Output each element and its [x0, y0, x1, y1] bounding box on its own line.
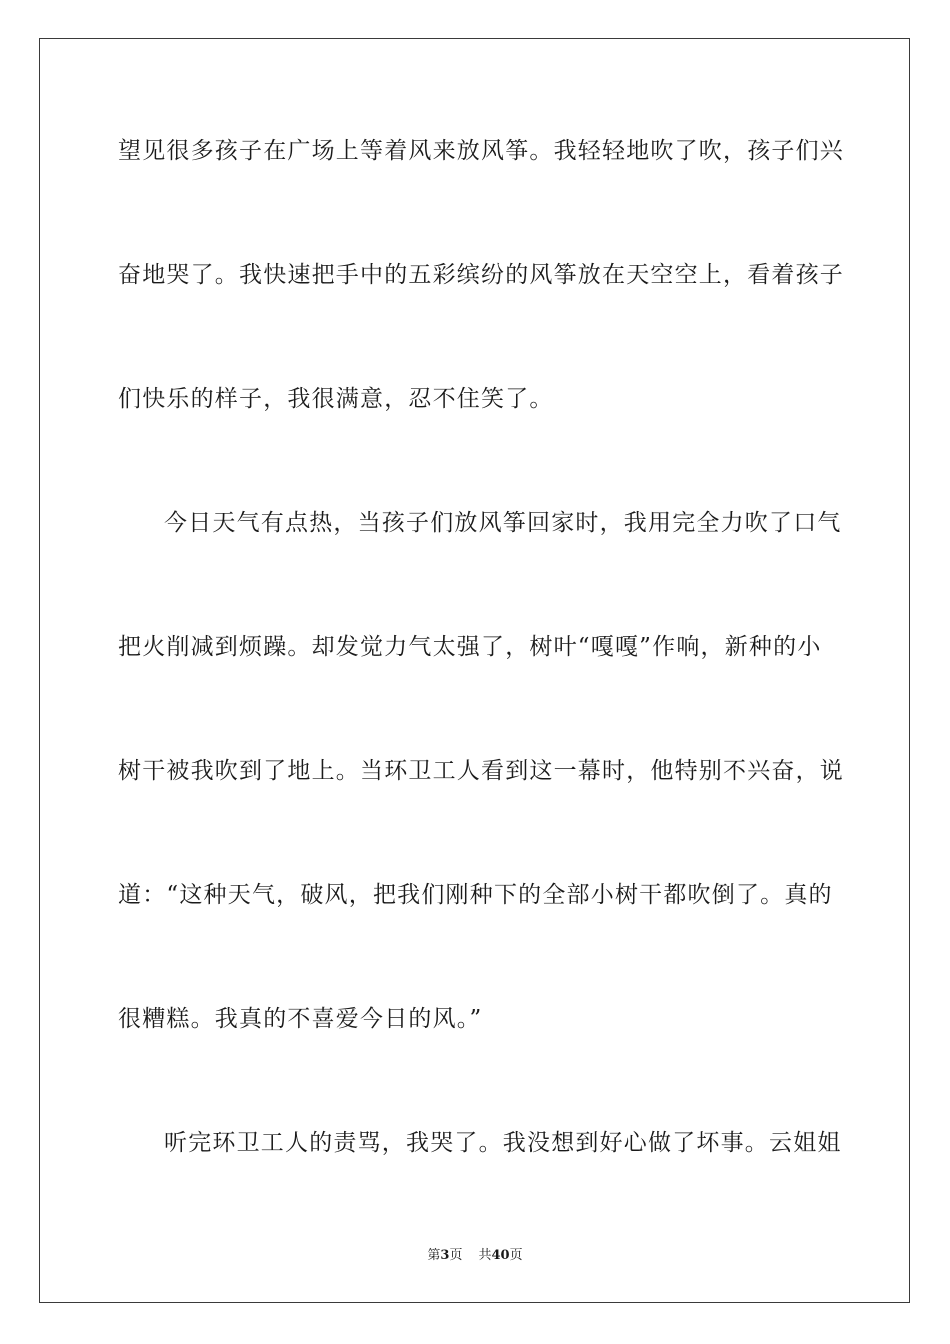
body-line-7: 道：“这种天气，破风，把我们刚种下的全部小树干都吹倒了。真的: [118, 882, 833, 908]
page-footer: [0, 1247, 950, 1265]
page-frame: [39, 38, 910, 1303]
body-line-1: 望见很多孩子在广场上等着风来放风筝。我轻轻地吹了吹，孩子们兴: [118, 138, 844, 164]
body-line-8: 很糟糕。我真的不喜爱今日的风。”: [118, 1006, 483, 1032]
body-line-4: 今日天气有点热，当孩子们放风筝回家时，我用完全力吹了口气: [164, 510, 842, 536]
body-line-3: 们快乐的样子，我很满意，忍不住笑了。: [118, 386, 554, 412]
total-suffix: 页: [509, 1248, 523, 1263]
page-total: 40: [491, 1248, 510, 1263]
body-line-5: 把火削减到烦躁。却发觉力气太强了，树叶“嘎嘎”作响，新种的小: [118, 634, 822, 660]
total-prefix: 共: [478, 1248, 492, 1263]
page-prefix: 第: [427, 1248, 441, 1263]
body-line-6: 树干被我吹到了地上。当环卫工人看到这一幕时，他特别不兴奋，说: [118, 758, 844, 784]
page-suffix: 页: [449, 1248, 463, 1263]
body-line-2: 奋地哭了。我快速把手中的五彩缤纷的风筝放在天空空上，看着孩子: [118, 262, 844, 288]
page-current: 3: [440, 1248, 450, 1263]
body-line-9: 听完环卫工人的责骂，我哭了。我没想到好心做了坏事。云姐姐: [164, 1130, 842, 1156]
